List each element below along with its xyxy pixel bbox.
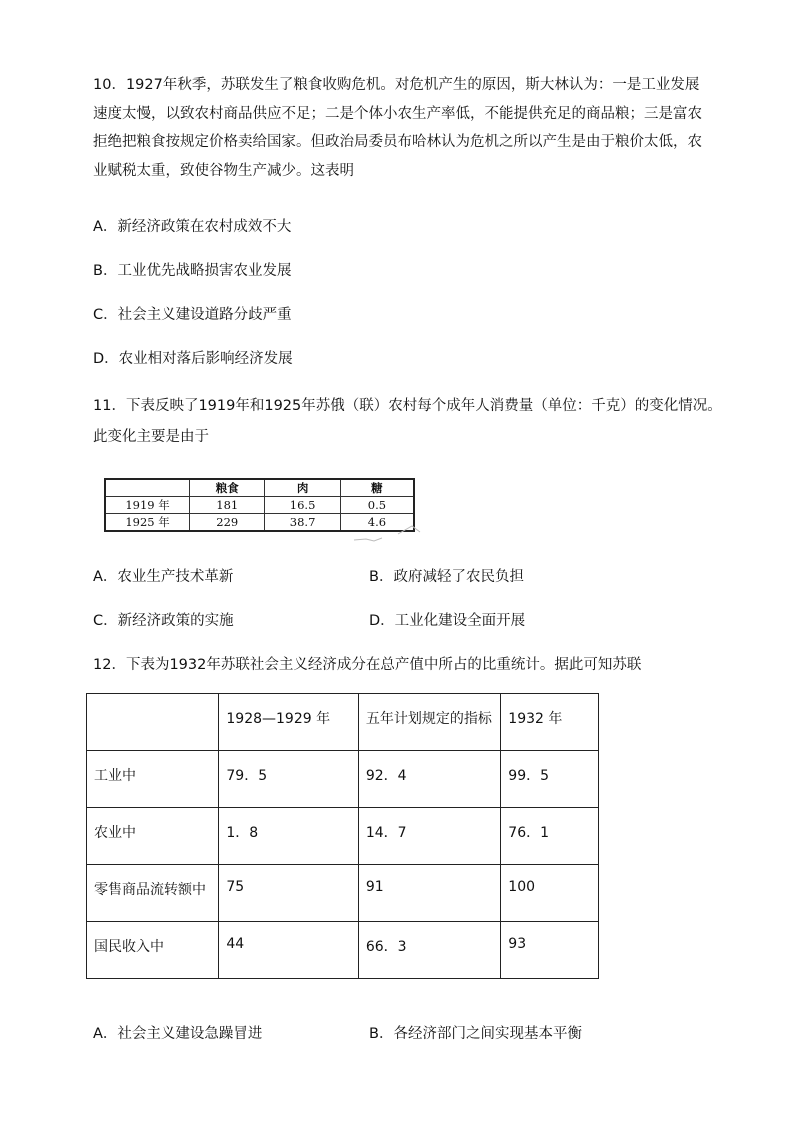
table-cell: 16.5 <box>265 497 340 514</box>
table-header-cell: 糖 <box>340 479 414 497</box>
q12-option-b: B．各经济部门之间实现基本平衡 <box>369 1026 582 1042</box>
q10-option-a: A．新经济政策在农村成效不大 <box>93 219 292 235</box>
q11-option-c: C．新经济政策的实施 <box>93 613 234 629</box>
table-cell: 1925 年 <box>105 514 190 532</box>
q11-option-a: A．农业生产技术革新 <box>93 569 234 585</box>
table-header-cell: 五年计划规定的指标 <box>358 694 500 751</box>
q10-option-c: C．社会主义建设道路分歧严重 <box>93 307 292 323</box>
table-cell: 76．1 <box>501 808 599 865</box>
table-header-cell: 粮食 <box>190 479 265 497</box>
table-cell: 4.6 <box>340 514 414 532</box>
table-cell: 0.5 <box>340 497 414 514</box>
table-cell: 100 <box>501 865 599 922</box>
table-cell: 93 <box>501 922 599 979</box>
q11-stem-line1: 11．下表反映了1919年和1925年苏俄（联）农村每个成年人消费量（单位：千克）的变化情况。 <box>93 398 722 414</box>
table-cell: 零售商品流转额中 <box>87 865 219 922</box>
table-cell: 14．7 <box>358 808 500 865</box>
table-header-cell: 1928—1929 年 <box>219 694 358 751</box>
table-cell: 66．3 <box>358 922 500 979</box>
q11-option-d: D．工业化建设全面开展 <box>369 613 526 629</box>
q10-option-b: B．工业优先战略损害农业发展 <box>93 263 292 279</box>
q11-stem-line2: 此变化主要是由于 <box>93 429 209 445</box>
table-cell: 92．4 <box>358 751 500 808</box>
table-cell: 181 <box>190 497 265 514</box>
table-row <box>87 808 599 865</box>
q11-option-b: B．政府减轻了农民负担 <box>369 569 524 585</box>
q12-economy-table <box>86 693 599 979</box>
table-header-cell: 肉 <box>265 479 340 497</box>
table-row <box>87 865 599 922</box>
q12-option-a: A．社会主义建设急躁冒进 <box>93 1026 263 1042</box>
table-cell: 75 <box>219 865 358 922</box>
table-header-row <box>87 694 599 751</box>
table-cell: 国民收入中 <box>87 922 219 979</box>
q10-stem: 10．1927年秋季，苏联发生了粮食收购危机。对危机产生的原因，斯大林认为：一是工业发展速度太慢，以致农村商品供应不足；二是个体小农生产率低，不能提供充足的商品粮；三是富农拒绝把粮食按规定价格卖给国家。但政治局委员布哈林认为危机之所以产生是由于粮价太低，农业赋税太重，致使谷物生产减少。这表明 <box>93 77 702 179</box>
table-cell: 99．5 <box>501 751 599 808</box>
table-header-cell <box>105 479 190 497</box>
table-cell: 1．8 <box>219 808 358 865</box>
table-cell: 91 <box>358 865 500 922</box>
q10-option-d: D．农业相对落后影响经济发展 <box>93 351 293 367</box>
table-row <box>87 751 599 808</box>
scan-artifact <box>352 522 424 544</box>
table-header-cell <box>87 694 219 751</box>
table-cell: 38.7 <box>265 514 340 532</box>
table-row <box>105 497 414 514</box>
table-cell: 1919 年 <box>105 497 190 514</box>
table-row <box>87 922 599 979</box>
table-header-row <box>105 479 414 497</box>
table-cell: 44 <box>219 922 358 979</box>
table-header-cell: 1932 年 <box>501 694 599 751</box>
table-cell: 工业中 <box>87 751 219 808</box>
table-cell: 79．5 <box>219 751 358 808</box>
table-cell: 农业中 <box>87 808 219 865</box>
q12-stem: 12．下表为1932年苏联社会主义经济成分在总产值中所占的比重统计。据此可知苏联 <box>93 657 642 673</box>
table-cell: 229 <box>190 514 265 532</box>
